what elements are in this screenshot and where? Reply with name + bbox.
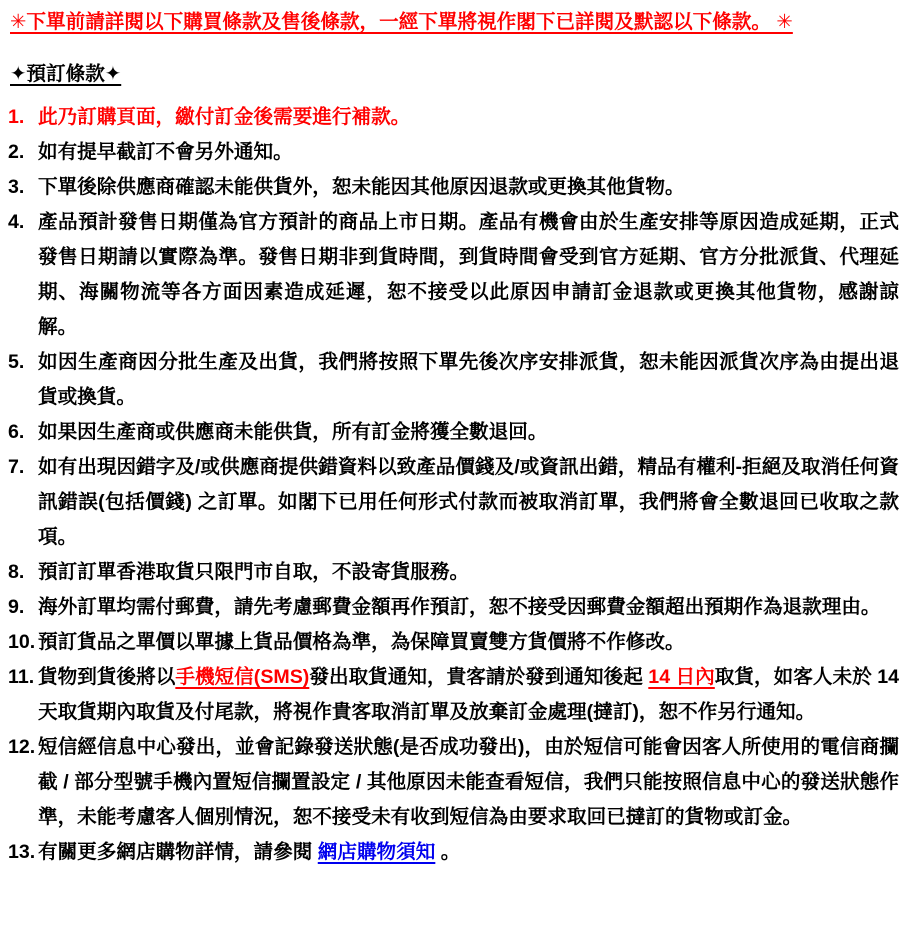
term-text-segment: 有關更多網店購物詳情，請參閱 — [38, 841, 318, 863]
term-item-11 — [8, 660, 899, 730]
term-item-2 — [8, 135, 899, 170]
term-item-5 — [8, 345, 899, 415]
term-text — [38, 555, 899, 590]
term-text — [38, 135, 899, 170]
term-text — [38, 625, 899, 660]
term-text-segment: 產品預計發售日期僅為官方預計的商品上市日期。產品有機會由於生產安排等原因造成延期，正式發售日期請以實際為準。發售日期非到貨時間，到貨時間會受到官方延期、官方分批派貨、代理延期、海關物流等各方面因素造成延遲，恕不接受以此原因申請訂金退款或更換其他貨物，感謝諒解。 — [38, 211, 899, 338]
term-item-3 — [8, 170, 899, 205]
term-text — [38, 730, 899, 835]
term-number: 3. — [8, 176, 25, 198]
term-text — [38, 100, 899, 135]
term-text — [38, 205, 899, 345]
term-text-segment: 如果因生產商或供應商未能供貨，所有訂金將獲全數退回。 — [38, 421, 548, 443]
term-text-segment: 貨物到貨後將以 — [38, 666, 176, 688]
term-item-4 — [8, 205, 899, 345]
term-text — [38, 660, 899, 730]
term-text-segment: 。 — [435, 841, 461, 863]
term-text-segment: 如有提早截訂不會另外通知。 — [38, 141, 293, 163]
term-text — [38, 170, 899, 205]
term-item-9 — [8, 590, 899, 625]
term-item-13 — [8, 835, 899, 870]
term-text-segment: 預訂貨品之單價以單據上貨品價格為準，為保障買賣雙方貨價將不作修改。 — [38, 631, 685, 653]
term-text-segment: 海外訂單均需付郵費，請先考慮郵費金額再作預訂，恕不接受因郵費金額超出預期作為退款理由。 — [38, 596, 881, 618]
term-number: 5. — [8, 351, 25, 373]
highlighted-term-text: 手機短信(SMS) — [175, 666, 310, 688]
term-number: 12. — [8, 736, 36, 758]
term-item-7 — [8, 450, 899, 555]
term-text — [38, 345, 899, 415]
term-number: 4. — [8, 211, 25, 233]
term-number: 9. — [8, 596, 25, 618]
term-number: 6. — [8, 421, 25, 443]
purchase-notice-banner: ✳下單前請詳閱以下購買條款及售後條款，一經下單將視作閣下已詳閱及默認以下條款。 ✳ — [10, 11, 793, 33]
term-text-segment: 下單後除供應商確認未能供貨外，恕未能因其他原因退款或更換其他貨物。 — [38, 176, 685, 198]
term-text-segment: 此乃訂購頁面，繳付訂金後需要進行補款。 — [38, 106, 411, 128]
term-text-segment: 如因生產商因分批生產及出貨，我們將按照下單先後次序安排派貨，恕未能因派貨次序為由提出退貨或換貨。 — [38, 351, 899, 408]
term-item-8 — [8, 555, 899, 590]
term-text-segment: 發出取貨通知，貴客請於發到通知後起 — [309, 666, 649, 688]
term-text-segment: 如有出現因錯字及/或供應商提供錯資料以致產品價錢及/或資訊出錯，精品有權利-拒絕及取消任何資訊錯誤(包括價錢) 之訂單。如閣下已用任何形式付款而被取消訂單，我們將會全數退回已收取之款項。 — [38, 456, 899, 548]
term-number: 10. — [8, 631, 36, 653]
store-policy-link[interactable]: 網店購物須知 — [317, 841, 436, 863]
term-number: 11. — [8, 666, 35, 688]
term-text — [38, 415, 899, 450]
term-text-segment: 取貨，如客人未於 14 天取貨期內取貨及付尾款，將視作貴客取消訂單及放棄訂金處理(撻訂)，恕不作另行通知。 — [38, 666, 899, 723]
terms-list — [8, 100, 899, 870]
highlighted-term-text: 14 日內 — [648, 666, 715, 688]
term-item-10 — [8, 625, 899, 660]
term-item-12 — [8, 730, 899, 835]
term-text — [38, 450, 899, 555]
term-number: 7. — [8, 456, 25, 478]
term-text-segment: 預訂訂單香港取貨只限門市自取，不設寄貨服務。 — [38, 561, 470, 583]
section-title-preorder-terms: ✦預訂條款✦ — [10, 63, 122, 85]
term-number: 1. — [8, 106, 25, 128]
term-text — [38, 590, 899, 625]
term-item-6 — [8, 415, 899, 450]
term-item-1 — [8, 100, 899, 135]
term-number: 8. — [8, 561, 25, 583]
term-text — [38, 835, 899, 870]
term-text-segment: 短信經信息中心發出，並會記錄發送狀態(是否成功發出)，由於短信可能會因客人所使用的電信商攔截 / 部分型號手機內置短信攔置設定 / 其他原因未能查看短信，我們只能按照信息中心的發送狀態作準，未能考慮客人個別情況，恕不接受未有收到短信為由要求取回已撻訂的貨物或訂金。 — [38, 736, 899, 828]
term-number: 13. — [8, 841, 36, 863]
term-number: 2. — [8, 141, 25, 163]
